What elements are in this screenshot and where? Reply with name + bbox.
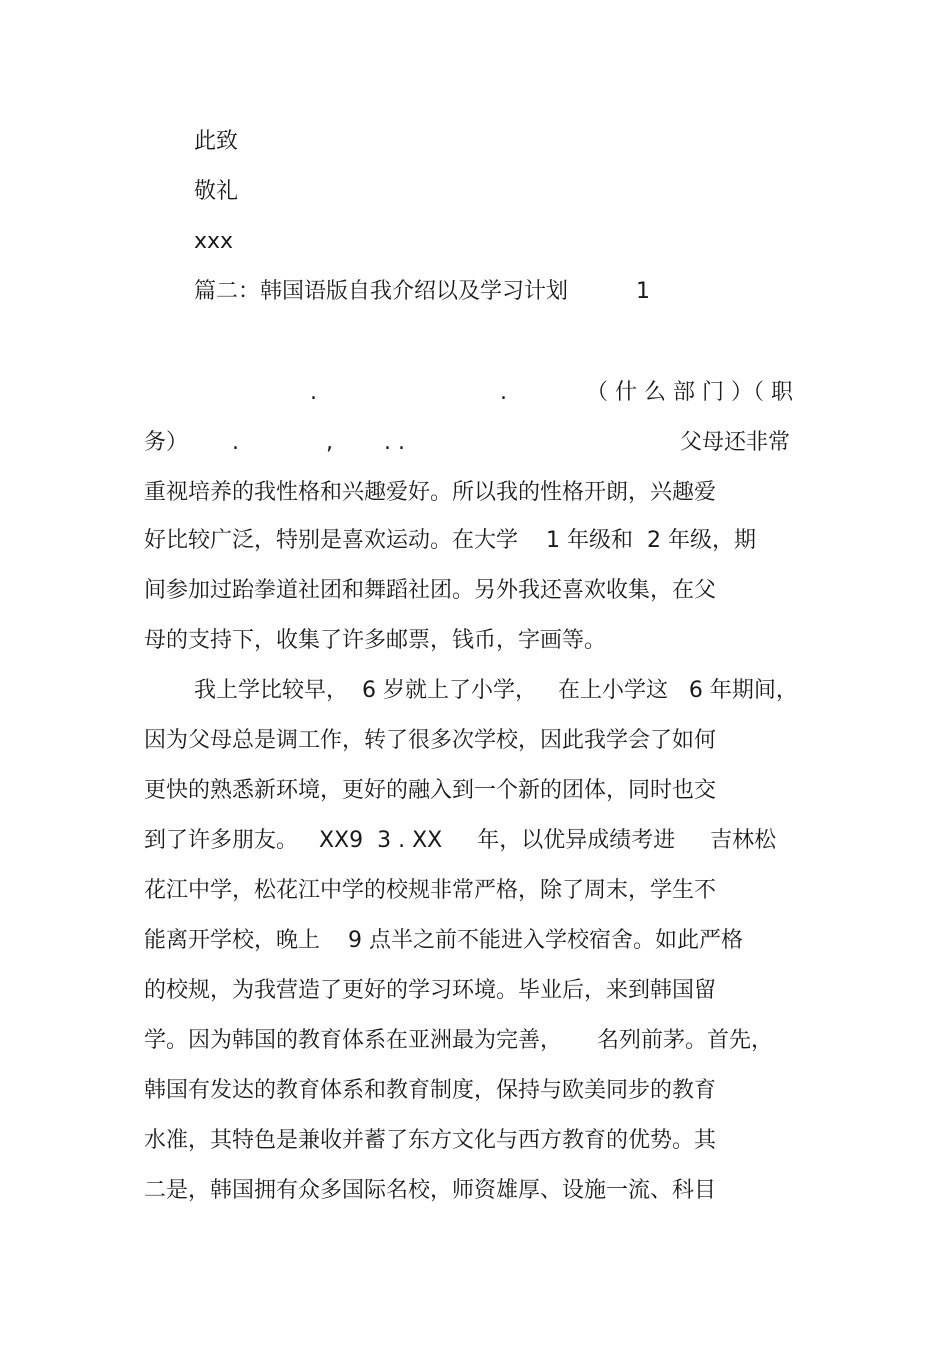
section-title: 篇二：韩国语版自我介绍以及学习计划	[194, 279, 569, 304]
para2-line-3: 更快的熟悉新环境，更好的融入到一个新的团体，同时也交	[144, 778, 717, 803]
para1-line-3: 间参加过跆拳道社团和舞蹈社团。另外我还喜欢收集，在父	[144, 578, 717, 603]
para1-line-1: 重视培养的我性格和兴趣爱好。所以我的性格开朗，兴趣爱	[144, 480, 717, 505]
closing-line-1: 此致	[194, 129, 239, 154]
para2-line-11: 二是，韩国拥有众多国际名校，师资雄厚、设施一流、科目	[144, 1178, 717, 1203]
row2-comma: ,	[326, 430, 333, 455]
para1-line-2: 好比较广泛，特别是喜欢运动。在大学 1 年级和 2 年级，期	[144, 528, 756, 553]
row2-dots: . .	[384, 430, 405, 455]
para2-line-2: 因为父母总是调工作，转了很多次学校，因此我学会了如何	[144, 728, 717, 753]
row2-tail: 父母还非常	[680, 430, 791, 455]
para2-line-9: 韩国有发达的教育体系和教育制度，保持与欧美同步的教育	[144, 1078, 717, 1103]
row1-department: （ 什 么 部 门 ）（ 职	[586, 380, 793, 405]
para2-line-1: 我上学比较早， 6 岁就上了小学， 在上小学这 6 年期间，	[194, 678, 798, 703]
row2-dot: .	[232, 430, 239, 455]
row2-head: 务）	[144, 430, 189, 455]
section-number: 1	[636, 279, 650, 304]
closing-line-2: 敬礼	[194, 179, 239, 204]
para2-line-5: 花江中学，松花江中学的校规非常严格，除了周末，学生不	[144, 878, 717, 903]
para2-line-7: 的校规，为我营造了更好的学习环境。毕业后，来到韩国留	[144, 978, 717, 1003]
para2-line-4: 到了许多朋友。 XX9 3 . XX 年，以优异成绩考进 吉林松	[144, 828, 777, 853]
para2-line-6: 能离开学校，晚上 9 点半之前不能进入学校宿舍。如此严格	[144, 928, 743, 953]
para2-line-8: 学。因为韩国的教育体系在亚洲最为完善， 名列前茅。首先，	[144, 1028, 773, 1053]
row1-dot-2: .	[500, 380, 507, 405]
row1-dot-1: .	[310, 380, 317, 405]
para1-line-4: 母的支持下，收集了许多邮票，钱币，字画等。	[144, 628, 607, 653]
signature-line: xxx	[194, 229, 234, 254]
para2-line-10: 水准，其特色是兼收并蓄了东方文化与西方教育的优势。其	[144, 1128, 717, 1153]
